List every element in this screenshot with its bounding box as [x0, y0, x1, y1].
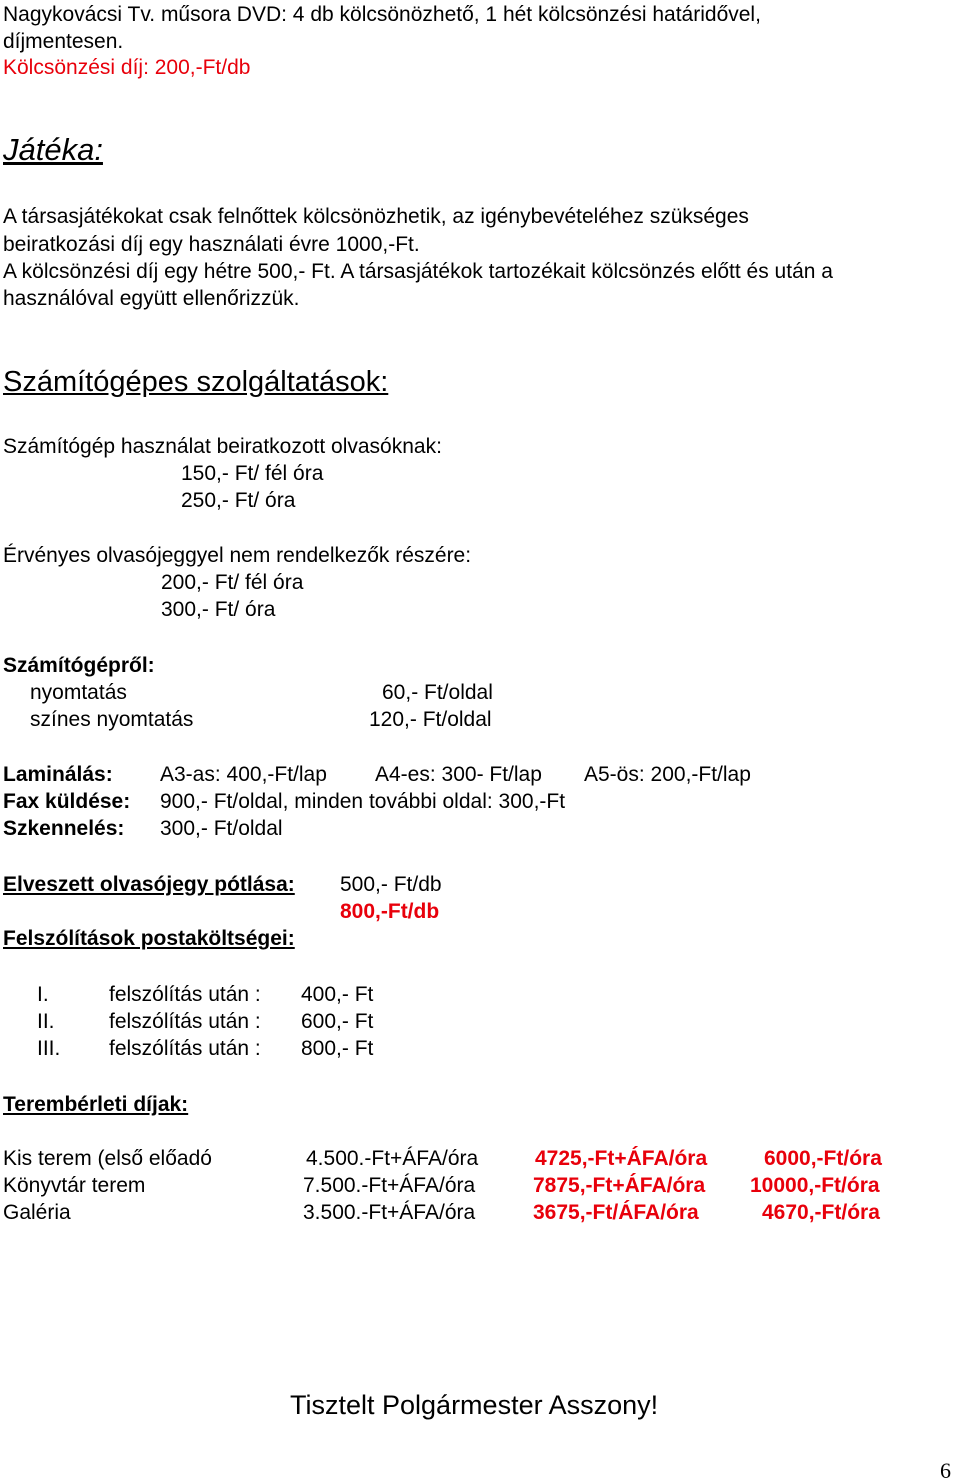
room-old-price: 3.500.-Ft+ÁFA/óra	[303, 1201, 476, 1224]
room-new-price-total: 4670,-Ft/óra	[762, 1201, 880, 1224]
reminder-price: 400,- Ft	[301, 983, 374, 1006]
room-new-price-vat: 7875,-Ft+ÁFA/óra	[533, 1174, 706, 1197]
games-paragraph-line: A társasjátékokat csak felnőttek kölcsönözhetik, az igénybevételéhez szükséges	[3, 205, 749, 228]
lamination-a5-price: A5-ös: 200,-Ft/lap	[584, 763, 751, 786]
print-bw-price: 60,- Ft/oldal	[382, 681, 493, 704]
nonmembers-half-hour-price: 200,- Ft/ fél óra	[161, 571, 304, 594]
lamination-a4-price: A4-es: 300- Ft/lap	[375, 763, 542, 786]
reminder-number: III.	[37, 1037, 61, 1060]
reminder-text: felszólítás után :	[109, 1010, 261, 1033]
room-new-price-total: 6000,-Ft/óra	[764, 1147, 882, 1170]
nonmembers-hour-price: 300,- Ft/ óra	[161, 598, 276, 621]
games-paragraph-line: használóval együtt ellenőrizzük.	[3, 287, 300, 310]
fax-label: Fax küldése:	[3, 790, 131, 813]
members-half-hour-price: 150,- Ft/ fél óra	[181, 462, 324, 485]
room-new-price-vat: 4725,-Ft+ÁFA/óra	[535, 1147, 708, 1170]
reminder-price: 800,- Ft	[301, 1037, 374, 1060]
nonmembers-label: Érvényes olvasójeggyel nem rendelkezők részére:	[3, 544, 472, 567]
reminder-number: I.	[37, 983, 49, 1006]
room-new-price-total: 10000,-Ft/óra	[750, 1174, 880, 1197]
reminder-number: II.	[37, 1010, 55, 1033]
reminder-text: felszólítás után :	[109, 1037, 261, 1060]
members-hour-price: 250,- Ft/ óra	[181, 489, 296, 512]
print-color-price: 120,- Ft/oldal	[369, 708, 492, 731]
room-name: Kis terem (első előadó	[3, 1147, 212, 1170]
print-bw-label: nyomtatás	[30, 681, 127, 704]
games-heading: Játéka:	[3, 132, 103, 167]
games-paragraph-line: A kölcsönzési díj egy hétre 500,- Ft. A társasjátékok tartozékait kölcsönzés előtt és után a	[3, 260, 833, 283]
lost-card-label: Elveszett olvasójegy pótlása:	[3, 873, 295, 896]
scan-price: 300,- Ft/oldal	[160, 817, 283, 840]
lost-card-old-price: 500,- Ft/db	[340, 873, 442, 896]
reminder-text: felszólítás után :	[109, 983, 261, 1006]
reminders-label: Felszólítások postaköltségei:	[3, 927, 295, 950]
print-color-label: színes nyomtatás	[30, 708, 194, 731]
page-number: 6	[940, 1458, 951, 1483]
room-old-price: 4.500.-Ft+ÁFA/óra	[306, 1147, 479, 1170]
members-label: Számítógép használat beiratkozott olvasóknak:	[3, 435, 442, 458]
reminder-price: 600,- Ft	[301, 1010, 374, 1033]
computer-services-heading: Számítógépes szolgáltatások:	[3, 366, 389, 398]
room-name: Könyvtár terem	[3, 1174, 146, 1197]
closing-salutation: Tisztelt Polgármester Asszony!	[290, 1390, 659, 1420]
room-new-price-vat: 3675,-Ft/ÁFA/óra	[533, 1201, 699, 1224]
room-old-price: 7.500.-Ft+ÁFA/óra	[303, 1174, 476, 1197]
scan-label: Szkennelés:	[3, 817, 125, 840]
lamination-label: Laminálás:	[3, 763, 113, 786]
fax-price: 900,- Ft/oldal, minden további oldal: 300,-Ft	[160, 790, 566, 813]
games-paragraph-line: beiratkozási díj egy használati évre 1000,-Ft.	[3, 233, 420, 256]
room-name: Galéria	[3, 1201, 71, 1224]
lamination-a3-price: A3-as: 400,-Ft/lap	[160, 763, 327, 786]
dvd-fee: Kölcsönzési díj: 200,-Ft/db	[3, 56, 251, 79]
lost-card-new-price: 800,-Ft/db	[340, 900, 440, 923]
dvd-intro-line-2: díjmentesen.	[3, 30, 124, 53]
printing-heading: Számítógépről:	[3, 654, 155, 677]
room-rental-label: Terembérleti díjak:	[3, 1093, 189, 1116]
dvd-intro-line: Nagykovácsi Tv. műsora DVD: 4 db kölcsönözhető, 1 hét kölcsönzési határidővel,	[3, 3, 761, 26]
